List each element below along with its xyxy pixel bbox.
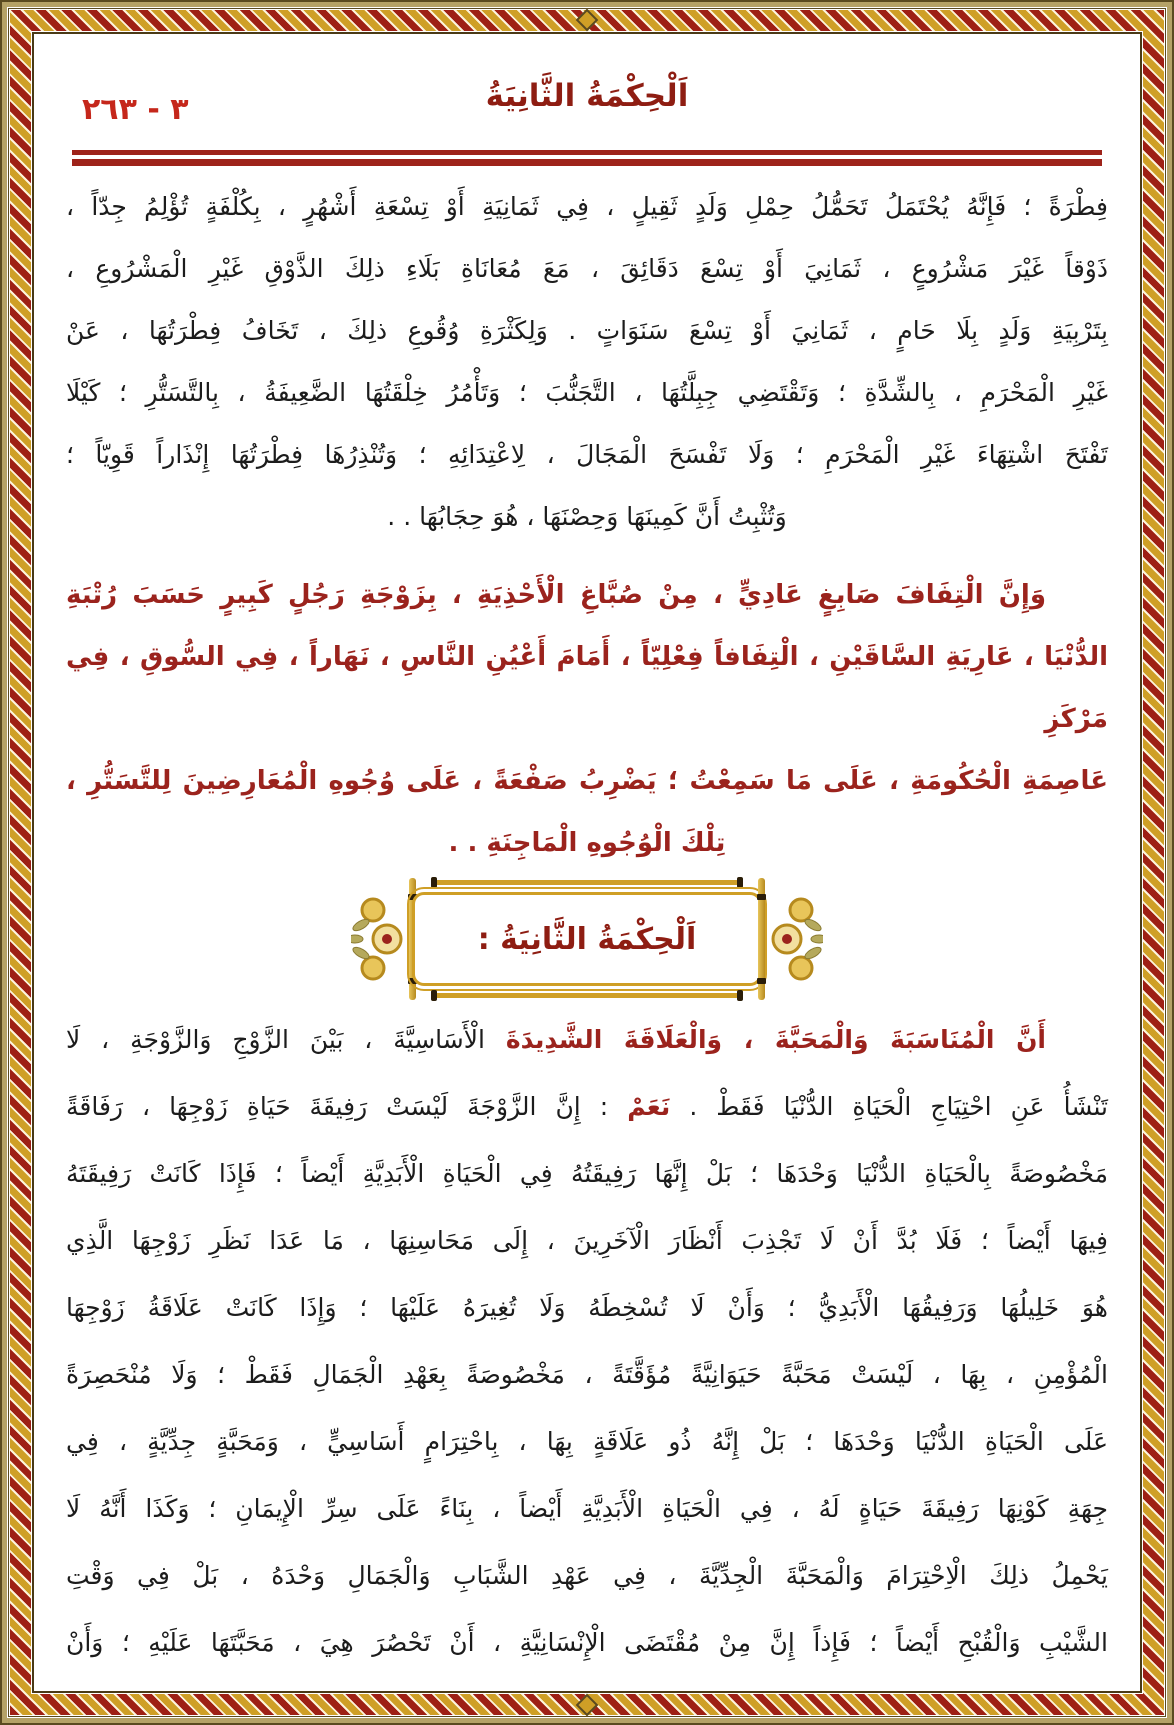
text-line: الْمُؤْمِنِ ، بِهَا ، لَيْسَتْ مَحَبَّةً حَيَوَانِيَّةً مُؤَقَّتَةً ، مَخْصُوصَةً بِعَهْدِ الْجَمَالِ فَقَطْ ؛ وَلَا مُنْحَصِرَةً <box>66 1360 1108 1389</box>
paragraph-red-anecdote <box>66 564 1108 874</box>
paragraph-second-wisdom <box>66 1006 1108 1676</box>
text-line: تَنْشَأُ عَنِ احْتِيَاجِ الْحَيَاةِ الدُّنْيَا فَقَطْ . نَعَمْ : إِنَّ الزَّوْجَةَ لَيْسَتْ رَفِيقَةَ حَيَاةِ زَوْجِهَا ، رَفَاقَةً <box>66 1092 1108 1121</box>
text-line: عَاصِمَةِ الْحُكُومَةِ ، عَلَى مَا سَمِعْتُ ؛ يَضْرِبُ صَفْعَةً ، عَلَى وُجُوهِ الْمُعَارِضِينَ لِلتَّسَتُّرِ ، <box>66 766 1108 796</box>
text-line: الدُّنْيَا ، عَارِيَةِ السَّاقَيْنِ ، الْتِفَافاً فِعْلِيّاً ، أَمَامَ أَعْيُنِ النَّاسِ ، نَهَاراً ، فِي السُّوقِ ، فِي مَرْكَزِ <box>66 642 1108 734</box>
cartouche-frame <box>412 892 762 986</box>
page-title: اَلْحِكْمَةُ الثَّانِيَةُ <box>485 78 689 114</box>
page-number: ٣ - ٢٦٣ <box>82 92 189 127</box>
cartouche-bottom-rod <box>435 993 739 998</box>
text-line: غَيْرِ الْمَحْرَمِ ، بِالشِّدَّةِ ؛ وَتَقْتَضِي جِبِلَّتُهَا ، التَّجَنُّبَ ؛ وَتَأْمُرُ خِلْقَتُهَا الضَّعِيفَةُ ، بِالتَّسَتُّرِ ؛ كَيْلَا <box>66 378 1108 407</box>
header-divider-rule <box>72 150 1102 166</box>
section-cartouche <box>357 880 817 998</box>
text-line: ذَوْقاً غَيْرَ مَشْرُوعٍ ، ثَمَانِيَ أَوْ تِسْعَ دَقَائِقَ ، مَعَ مُعَانَاةِ بَلَاءِ ذلِكَ الذَّوْقِ غَيْرِ الْمَشْرُوعِ ، <box>66 254 1108 283</box>
text-line: فِطْرَةً ؛ فَإِنَّهُ يُحْتَمَلُ تَحَمُّلُ حِمْلِ وَلَدٍ ثَقِيلٍ ، فِي ثَمَانِيَةِ أَوْ تِسْعَةِ أَشْهُرٍ ، بِكُلْفَةٍ تُؤْلِمُ جِدّاً ، <box>66 192 1108 221</box>
paragraph-fitra <box>66 176 1108 548</box>
text-line: يَحْمِلُ ذلِكَ الْاِحْتِرَامَ وَالْمَحَبَّةَ الْجِدِّيَّةَ ، فِي عَهْدِ الشَّبَابِ وَالْجَمَالِ وَحْدَهُ ، بَلْ فِي وَقْتِ <box>66 1561 1108 1590</box>
text-line: تَفْتَحَ اشْتِهَاءَ غَيْرِ الْمَحْرَمِ ؛ وَلَا تَفْسَحَ الْمَجَالَ ، لِاعْتِدَائِهِ ؛ وَتُنْذِرُهَا فِطْرَتُهَا إِنْذَاراً قَوِيّاً ؛ <box>66 440 1108 469</box>
text-line: تِلْكَ الْوُجُوهِ الْمَاجِنَةِ . . <box>448 828 726 858</box>
red-text-segment: أَنَّ الْمُنَاسَبَةَ وَالْمَحَبَّةَ ، وَالْعَلَاقَةَ الشَّدِيدَةَ <box>505 1025 1046 1054</box>
text-line: بِتَرْبِيَةِ وَلَدٍ بِلَا حَامٍ ، ثَمَانِيَ أَوْ تِسْعَ سَنَوَاتٍ . وَلِكَثْرَةِ وُقُوعِ ذلِكَ ، تَخَافُ فِطْرَتُهَا ، عَنْ <box>66 316 1108 345</box>
text-line: وَتُثْبِتُ أَنَّ كَمِينَهَا وَحِصْنَهَا ، هُوَ حِجَابُهَا . . <box>387 502 787 531</box>
floral-ornament-icon <box>761 880 823 998</box>
text-line: وَإِنَّ الْتِفَافَ صَابِغٍ عَادِيٍّ ، مِنْ صُبَّاغِ الْأَحْذِيَةِ ، بِزَوْجَةِ رَجُلٍ كَبِيرٍ حَسَبَ رُتْبَةِ <box>66 580 1046 610</box>
text-line: هُوَ خَلِيلُهَا وَرَفِيقُهَا الْأَبَدِيُّ ؛ وَأَنْ لَا تُسْخِطَهُ وَلَا تُغِيرَهُ عَلَيْهَا ؛ وَإِذَا كَانَتْ عَلَاقَةُ زَوْجِهَا <box>66 1293 1108 1322</box>
text-line: الشَّيْبِ وَالْقُبْحِ أَيْضاً ؛ فَإِذاً إِنَّ مِنْ مُقْتَضَى الْإِنْسَانِيَّةِ ، أَنْ تَحْصُرَ هِيَ ، مَحَبَّتَهَا عَلَيْهِ ؛ وَأَنْ <box>66 1628 1108 1657</box>
text-line: مَخْصُوصَةً بِالْحَيَاةِ الدُّنْيَا وَحْدَهَا ؛ بَلْ إِنَّهَا رَفِيقَتُهُ فِي الْحَيَاةِ الْأَبَدِيَّةِ أَيْضاً ؛ فَإِذَا كَانَتْ رَفِيقَتَهُ <box>66 1159 1108 1188</box>
text-line: فِيهَا أَيْضاً ؛ فَلَا بُدَّ أَنْ لَا تَجْذِبَ أَنْظَارَ الْآخَرِينَ ، إِلَى مَحَاسِنِهَا ، مَا عَدَا نَظَرِ زَوْجِهَا الَّذِي <box>66 1226 1108 1255</box>
text-line: جِهَةِ كَوْنِهَا رَفِيقَةَ حَيَاةٍ لَهُ ، فِي الْحَيَاةِ الْأَبَدِيَّةِ أَيْضاً ، بِنَاءً عَلَى سِرِّ الْإِيمَانِ ؛ وَكَذَا أَنَّهُ لَا <box>66 1494 1108 1523</box>
text-line: عَلَى الْحَيَاةِ الدُّنْيَا وَحْدَهَا ؛ بَلْ إِنَّهُ ذُو عَلَاقَةٍ بِهَا ، بِاحْتِرَامٍ أَسَاسِيٍّ ، وَمَحَبَّةٍ جِدِّيَّةٍ ، فِي <box>66 1427 1108 1456</box>
page-header <box>60 58 1114 150</box>
page-content <box>40 40 1134 1685</box>
text-line: أَنَّ الْمُنَاسَبَةَ وَالْمَحَبَّةَ ، وَالْعَلَاقَةَ الشَّدِيدَةَ الْأَسَاسِيَّةَ ، بَيْنَ الزَّوْجِ وَالزَّوْجَةِ ، لَا <box>66 1025 1046 1054</box>
floral-ornament-icon <box>351 880 413 998</box>
red-text-segment: نَعَمْ <box>627 1092 671 1121</box>
cartouche-title: اَلْحِكْمَةُ الثَّانِيَةُ : <box>477 921 697 957</box>
cartouche-top-rod <box>435 880 739 885</box>
